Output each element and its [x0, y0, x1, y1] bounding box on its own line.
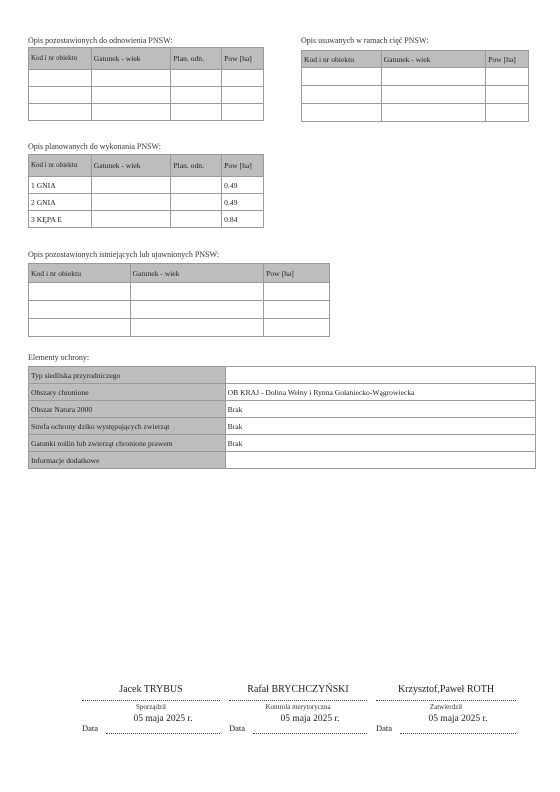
col-header-species: Gatunek - wiek [130, 264, 264, 283]
date-line [106, 733, 220, 734]
cell [29, 104, 92, 121]
col-header-code: Kod i nr obiektu [302, 51, 382, 68]
protection-caption: Elementy ochrony: [28, 353, 90, 362]
row-value: OB KRAJ - Dolina Wełny i Rynna Gołaniecko-Wągrowiecka [225, 384, 535, 401]
cell [264, 319, 330, 337]
col-header-plan: Plan. odn. [171, 155, 222, 177]
col-header-species: Gatunek - wiek [91, 155, 171, 177]
cell: 3 KĘPA E [29, 211, 92, 228]
cell: 2 GNIA [29, 194, 92, 211]
row-label: Informacje dodatkowe [29, 452, 226, 469]
cell [91, 194, 171, 211]
cell [222, 70, 264, 87]
cell [130, 301, 264, 319]
cell: 1 GNIA [29, 177, 92, 194]
signer-name: Krzysztof,Paweł ROTH [397, 684, 495, 695]
col-header-code: Kod i nr obiektu [29, 155, 92, 177]
cell [29, 301, 131, 319]
signer-role: Zatwierdził [429, 703, 463, 711]
cell [91, 87, 171, 104]
date-line [253, 733, 367, 734]
date-label: Data [229, 723, 246, 733]
table-row [29, 70, 264, 87]
cell [264, 301, 330, 319]
cell [302, 86, 382, 104]
table3-caption: Opis planowanych do wykonania PNSW: [28, 142, 162, 151]
table1-caption: Opis pozostawionych do odnowienia PNSW: [28, 36, 173, 45]
date-label: Data [82, 723, 99, 733]
table-row [29, 87, 264, 104]
table2-caption: Opis usuwanych w ramach cięć PNSW: [301, 36, 429, 45]
cell [91, 211, 171, 228]
cell [302, 104, 382, 122]
table-pnsw-removed [301, 50, 529, 122]
cell [381, 104, 486, 122]
col-header-area: Pow [ha] [486, 51, 529, 68]
cell [91, 70, 171, 87]
table-row [302, 68, 529, 86]
cell [171, 104, 222, 121]
table-row [29, 384, 536, 401]
row-label: Strefa ochrony dziko występujących zwierząt [29, 418, 226, 435]
col-header-area: Pow [ha] [264, 264, 330, 283]
table-row [29, 367, 536, 384]
signer-role: Kontrola merytoryczna [265, 703, 331, 711]
signature-line [376, 700, 516, 701]
table4-caption: Opis pozostawionych istniejących lub ujawnionych PNSW: [28, 250, 220, 259]
cell [171, 87, 222, 104]
signature-line [82, 700, 220, 701]
cell: 0.49 [222, 177, 264, 194]
cell [486, 86, 529, 104]
cell [302, 68, 382, 86]
row-value: Brak [225, 401, 535, 418]
cell [130, 319, 264, 337]
signature-date: 05 maja 2025 r. [280, 714, 340, 724]
table-pnsw-planned [28, 154, 264, 228]
row-label: Gatunki roślin lub zwierząt chronione prawem [29, 435, 226, 452]
row-value [225, 367, 535, 384]
cell [171, 177, 222, 194]
signature-date: 05 maja 2025 r. [133, 714, 193, 724]
table-row [302, 104, 529, 122]
table-row [302, 86, 529, 104]
row-value: Brak [225, 418, 535, 435]
cell [29, 70, 92, 87]
table-row [29, 435, 536, 452]
cell [91, 104, 171, 121]
date-label: Data [376, 723, 393, 733]
table-row [29, 401, 536, 418]
cell [29, 319, 131, 337]
cell [222, 87, 264, 104]
signer-role: Sporządził [136, 703, 166, 711]
table-row [29, 177, 264, 194]
row-label: Obszary chronione [29, 384, 226, 401]
cell [29, 87, 92, 104]
col-header-code: Kod i nr obiektu [29, 48, 92, 70]
cell [486, 104, 529, 122]
col-header-area: Pow [ha] [222, 48, 264, 70]
row-label: Typ siedliska przyrodniczego [29, 367, 226, 384]
row-value: Brak [225, 435, 535, 452]
cell [171, 211, 222, 228]
col-header-plan: Plan. odn. [171, 48, 222, 70]
col-header-species: Gatunek - wiek [91, 48, 171, 70]
table-row [29, 211, 264, 228]
row-label: Obszar Natura 2000 [29, 401, 226, 418]
table-row [29, 104, 264, 121]
cell [264, 283, 330, 301]
cell [171, 194, 222, 211]
table-row [29, 452, 536, 469]
cell: 0.84 [222, 211, 264, 228]
date-line [400, 733, 516, 734]
cell [29, 283, 131, 301]
signature-date: 05 maja 2025 r. [428, 714, 488, 724]
signer-name: Jacek TRYBUS [119, 684, 183, 695]
table-protection-elements [28, 366, 536, 469]
cell [91, 177, 171, 194]
col-header-code: Kod i nr obiektu [29, 264, 131, 283]
signer-name: Rafał BRYCHCZYŃSKI [247, 684, 349, 695]
table-row [29, 283, 330, 301]
cell [130, 283, 264, 301]
cell: 0.49 [222, 194, 264, 211]
row-value [225, 452, 535, 469]
cell [381, 68, 486, 86]
signature-line [229, 700, 367, 701]
table-pnsw-existing [28, 263, 330, 337]
cell [381, 86, 486, 104]
table-row [29, 418, 536, 435]
table-pnsw-renewal [28, 47, 264, 121]
col-header-species: Gatunek - wiek [381, 51, 486, 68]
table-row [29, 194, 264, 211]
cell [171, 70, 222, 87]
cell [222, 104, 264, 121]
table-row [29, 319, 330, 337]
col-header-area: Pow [ha] [222, 155, 264, 177]
cell [486, 68, 529, 86]
table-row [29, 301, 330, 319]
